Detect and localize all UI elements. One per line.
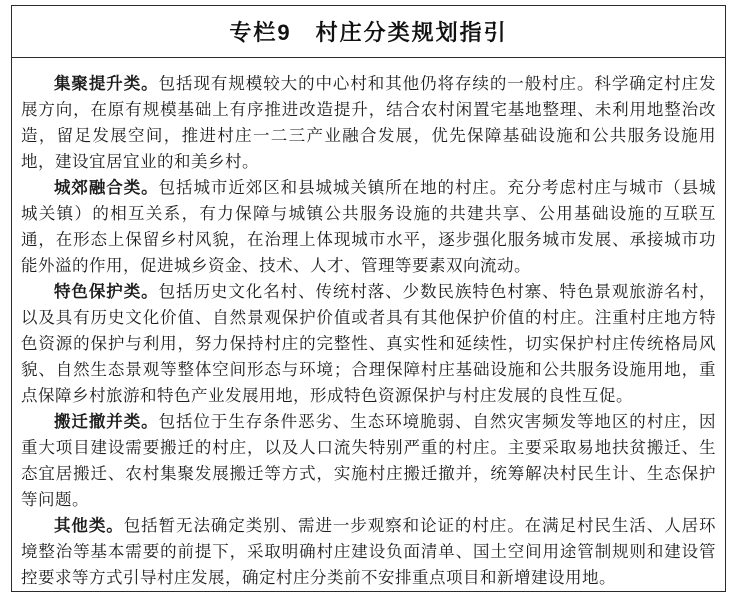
category-paragraph [21, 409, 716, 513]
category-label: 特色保护类。 [54, 282, 159, 301]
category-text: 包括暂无法确定类别、需进一步观察和论证的村庄。在满足村民生活、人居环境整治等基本需要的前提下，采取明确村庄建设负面清单、国土空间用途管制规则和建设管控要求等方式引导村庄发展，确定村庄分类前不安排重点项目和新增建设用地。 [21, 516, 717, 587]
category-text: 包括位于生存条件恶劣、生态环境脆弱、自然灾害频发等地区的村庄，因重大项目建设需要搬迁的村庄，以及人口流失特别严重的村庄。主要采取易地扶贫搬迁、生态宜居搬迁、农村集聚发展搬迁等方式，实施村庄搬迁撤并，统筹解决村民生计、生态保护等问题。 [21, 412, 717, 509]
category-label: 搬迁撤并类。 [54, 412, 159, 431]
category-paragraph [21, 71, 716, 175]
category-paragraph [21, 279, 716, 409]
category-text: 包括城市近郊区和县城城关镇所在地的村庄。充分考虑村庄与城市（县城城关镇）的相互关系，有力保障与城镇公共服务设施的共建共享、公用基础设施的互联互通，在形态上保留乡村风貌，在治理上体现城市水平，逐步强化服务城市发展、承接城市功能外溢的作用，促进城乡资金、技术、人才、管理等要素双向流动。 [21, 178, 717, 275]
category-text: 包括现有规模较大的中心村和其他仍将存续的一般村庄。科学确定村庄发展方向，在原有规模基础上有序推进改造提升，结合农村闲置宅基地整理、未利用地整治改造，留足发展空间，推进村庄一二三产业融合发展，优先保障基础设施和公共服务设施用地，建设宜居宜业的和美乡村。 [21, 74, 717, 171]
category-label: 其他类。 [54, 516, 124, 535]
category-paragraph [21, 513, 716, 591]
category-text: 包括历史文化名村、传统村落、少数民族特色村寨、特色景观旅游名村，以及具有历史文化价值、自然景观保护价值或者具有其他保护价值的村庄。注重村庄地方特色资源的保护与利用，努力保持村庄的完整性、真实性和延续性，切实保护村庄传统格局风貌、自然生态景观等整体空间形态与环境；合理保障村庄基础设施和公共服务设施用地，重点保障乡村旅游和特色产业发展用地，形成特色资源保护与村庄发展的良性互促。 [21, 282, 717, 405]
callout-box [11, 5, 726, 592]
category-label: 城郊融合类。 [54, 178, 159, 197]
panel-title: 专栏9 村庄分类规划指引 [12, 6, 725, 58]
category-paragraph [21, 175, 716, 279]
category-label: 集聚提升类。 [54, 74, 159, 93]
panel-body [12, 58, 725, 591]
